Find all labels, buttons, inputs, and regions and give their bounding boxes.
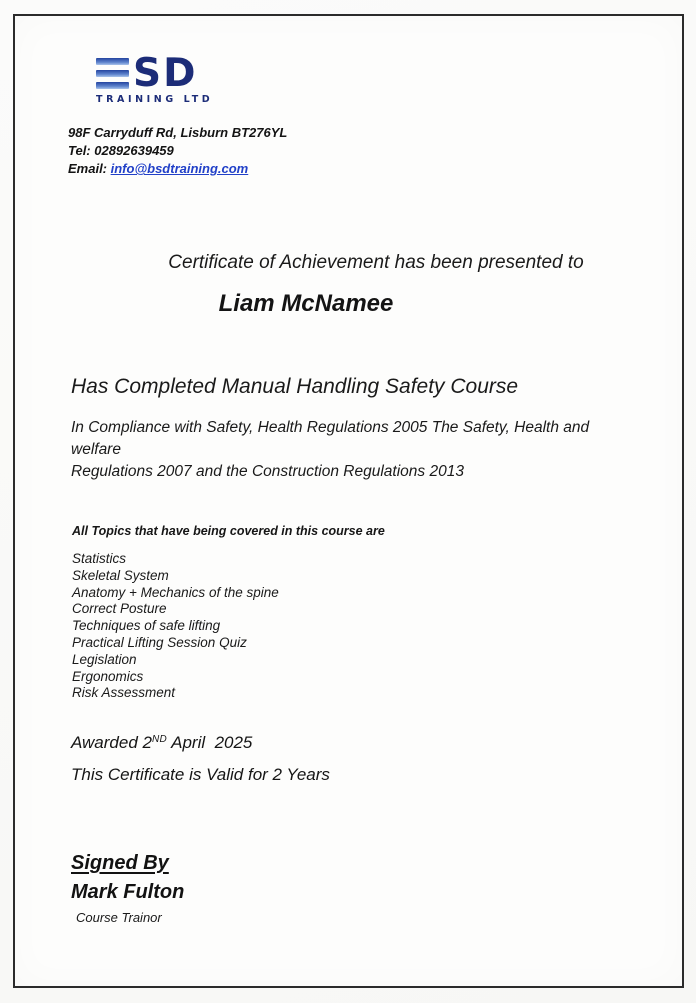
topics-heading: All Topics that have being covered in this course are xyxy=(72,524,385,538)
topic-item: Practical Lifting Session Quiz xyxy=(72,634,247,650)
bsd-training-logo xyxy=(96,51,214,105)
signer-title: Course Trainor xyxy=(76,910,162,925)
company-contact-block xyxy=(68,124,287,178)
bsd-logo-b-glyph xyxy=(96,58,129,89)
certificate-title: Certificate of Achievement has been presented to xyxy=(168,252,584,273)
awarded-prefix: Awarded 2 xyxy=(71,733,152,752)
topic-item: Correct Posture xyxy=(72,601,167,617)
bsd-logo-b-bar xyxy=(96,58,129,65)
company-email-line xyxy=(68,160,287,178)
topic-item: Techniques of safe lifting xyxy=(72,618,221,634)
bsd-logo-sd-letters: SD xyxy=(133,51,198,96)
email-link[interactable]: info@bsdtraining.com xyxy=(110,161,249,176)
company-phone: Tel: 02892639459 xyxy=(68,143,174,158)
bsd-logo-subtitle: TRAINING LTD xyxy=(96,94,214,105)
awarded-date-line xyxy=(71,733,252,753)
compliance-line: Regulations 2007 and the Construction Regulations 2013 xyxy=(71,463,464,480)
bsd-logo-b-bar xyxy=(96,82,129,89)
recipient-name: Liam McNamee xyxy=(218,290,394,317)
company-address: 98F Carryduff Rd, Lisburn BT276YL xyxy=(68,125,288,140)
compliance-line: welfare xyxy=(71,441,121,458)
awarded-suffix: April 2025 xyxy=(167,733,253,752)
compliance-paragraph xyxy=(71,417,589,483)
awarded-ordinal: ND xyxy=(151,734,168,745)
topic-item: Risk Assessment xyxy=(72,685,176,701)
email-label: Email: xyxy=(68,161,111,176)
compliance-line: In Compliance with Safety, Health Regulations 2005 The Safety, Health and xyxy=(71,419,590,436)
topic-item: Anatomy + Mechanics of the spine xyxy=(72,584,279,600)
bsd-logo-b-bar xyxy=(96,70,129,77)
signed-by-label: Signed By xyxy=(71,852,169,874)
signer-name: Mark Fulton xyxy=(71,881,185,903)
topic-item: Ergonomics xyxy=(72,668,144,684)
validity-line: This Certificate is Valid for 2 Years xyxy=(71,765,330,784)
topic-item: Statistics xyxy=(72,551,127,566)
topic-item: Legislation xyxy=(72,651,137,667)
topics-list xyxy=(72,551,279,702)
course-title: Has Completed Manual Handling Safety Course xyxy=(71,375,519,398)
topic-item: Skeletal System xyxy=(72,567,169,583)
bsd-logo-letters xyxy=(96,51,213,96)
